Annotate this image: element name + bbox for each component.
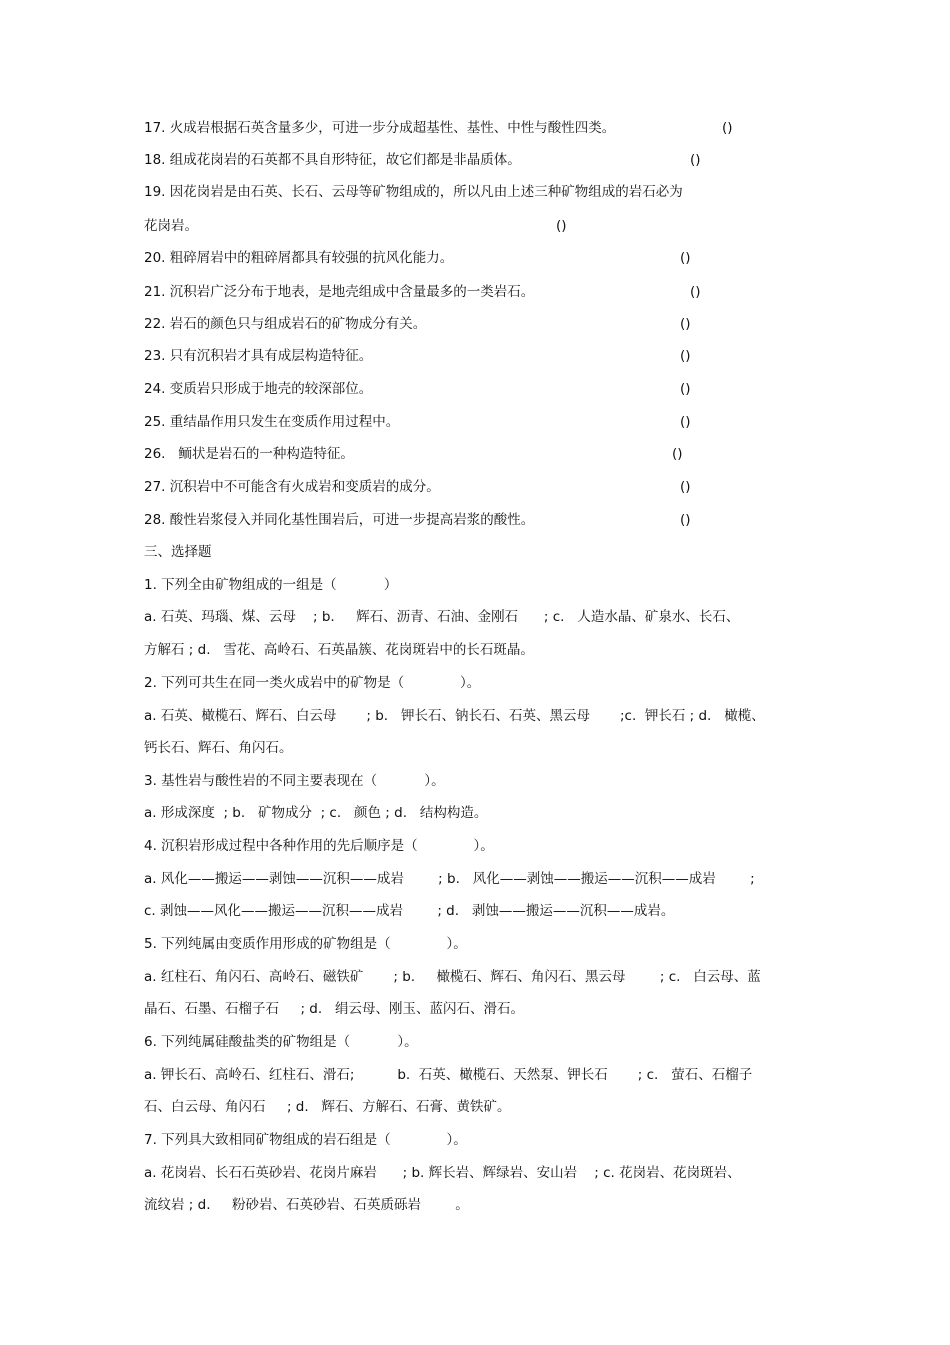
choice-options-5-line-2: 晶石、石墨、石榴子石 ; d. 绢云母、刚玉、蓝闪石、滑石。: [144, 1001, 525, 1017]
question-28: 28. 酸性岩浆侵入并同化基性围岩后，可进一步提高岩浆的酸性。: [144, 512, 535, 528]
answer-blank-20: (): [680, 250, 691, 266]
section-title: 三、选择题: [144, 544, 212, 560]
question-22: 22. 岩石的颜色只与组成岩石的矿物成分有关。: [144, 316, 427, 332]
question-20: 20. 粗碎屑岩中的粗碎屑都具有较强的抗风化能力。: [144, 250, 454, 266]
choice-options-2-line-2: 钙长石、辉石、角闪石。: [144, 740, 293, 756]
choice-question-2: 2. 下列可共生在同一类火成岩中的矿物是（ ）。: [144, 675, 481, 691]
choice-options-6-line-2: 石、白云母、角闪石 ; d. 辉石、方解石、石膏、黄铁矿。: [144, 1099, 511, 1115]
question-27: 27. 沉积岩中不可能含有火成岩和变质岩的成分。: [144, 479, 440, 495]
question-18: 18. 组成花岗岩的石英都不具自形特征，故它们都是非晶质体。: [144, 152, 521, 168]
question-24: 24. 变质岩只形成于地壳的较深部位。: [144, 381, 373, 397]
question-25: 25. 重结晶作用只发生在变质作用过程中。: [144, 414, 400, 430]
answer-blank-17: (): [722, 120, 733, 136]
choice-options-6-line-1: a. 钾长石、高岭石、红柱石、滑石; b. 石英、橄榄石、天然泵、钾长石 ; c. 萤石、石榴子: [144, 1067, 753, 1083]
choice-options-1-line-1: a. 石英、玛瑙、煤、云母 ; b. 辉石、沥青、石油、金刚石 ; c. 人造水晶、矿泉水、长石、: [144, 609, 740, 625]
answer-blank-19: (): [556, 218, 567, 234]
choice-options-2-line-1: a. 石英、橄榄石、辉石、白云母 ; b. 钾长石、钠长石、石英、黑云母 ;c. 钾长石 ; d. 橄榄、: [144, 708, 765, 724]
answer-blank-22: (): [680, 316, 691, 332]
choice-question-6: 6. 下列纯属硅酸盐类的矿物组是（ ）。: [144, 1034, 418, 1050]
answer-blank-18: (): [690, 152, 701, 168]
choice-options-3-line-1: a. 形成深度 ; b. 矿物成分 ; c. 颜色 ; d. 结构构造。: [144, 805, 488, 821]
question-19: 19. 因花岗岩是由石英、长石、云母等矿物组成的，所以凡由上述三种矿物组成的岩石必为: [144, 184, 683, 200]
answer-blank-26: (): [672, 446, 683, 462]
answer-blank-23: (): [680, 348, 691, 364]
choice-question-5: 5. 下列纯属由变质作用形成的矿物组是（ ）。: [144, 936, 467, 952]
answer-blank-27: (): [680, 479, 691, 495]
choice-question-1: 1. 下列全由矿物组成的一组是（ ）: [144, 577, 398, 593]
question-17: 17. 火成岩根据石英含量多少，可进一步分成超基性、基性、中性与酸性四类。: [144, 120, 616, 136]
question-23: 23. 只有沉积岩才具有成层构造特征。: [144, 348, 373, 364]
choice-options-7-line-1: a. 花岗岩、长石石英砂岩、花岗片麻岩 ; b. 辉长岩、辉绿岩、安山岩 ; c. 花岗岩、花岗斑岩、: [144, 1165, 741, 1181]
choice-question-7: 7. 下列具大致相同矿物组成的岩石组是（ ）。: [144, 1132, 467, 1148]
choice-options-4-line-1: a. 风化——搬运——剥蚀——沉积——成岩 ; b. 风化——剥蚀——搬运——沉积——成岩 ;: [144, 871, 755, 887]
choice-options-1-line-2: 方解石 ; d. 雪花、高岭石、石英晶簇、花岗斑岩中的长石斑晶。: [144, 642, 534, 658]
answer-blank-24: (): [680, 381, 691, 397]
answer-blank-28: (): [680, 512, 691, 528]
choice-options-7-line-2: 流纹岩 ; d. 粉砂岩、石英砂岩、石英质砾岩 。: [144, 1197, 469, 1213]
choice-question-3: 3. 基性岩与酸性岩的不同主要表现在（ ）。: [144, 773, 445, 789]
question-26: 26. 鲕状是岩石的一种构造特征。: [144, 446, 354, 462]
choice-options-4-line-2: c. 剥蚀——风化——搬运——沉积——成岩 ; d. 剥蚀——搬运——沉积——成岩。: [144, 903, 675, 919]
question-19-continued: 花岗岩。: [144, 218, 198, 234]
answer-blank-25: (): [680, 414, 691, 430]
answer-blank-21: (): [690, 284, 701, 300]
question-21: 21. 沉积岩广泛分布于地表，是地壳组成中含量最多的一类岩石。: [144, 284, 535, 300]
choice-options-5-line-1: a. 红柱石、角闪石、高岭石、磁铁矿 ; b. 橄榄石、辉石、角闪石、黑云母 ; c. 白云母、蓝: [144, 969, 761, 985]
choice-question-4: 4. 沉积岩形成过程中各种作用的先后顺序是（ ）。: [144, 838, 494, 854]
